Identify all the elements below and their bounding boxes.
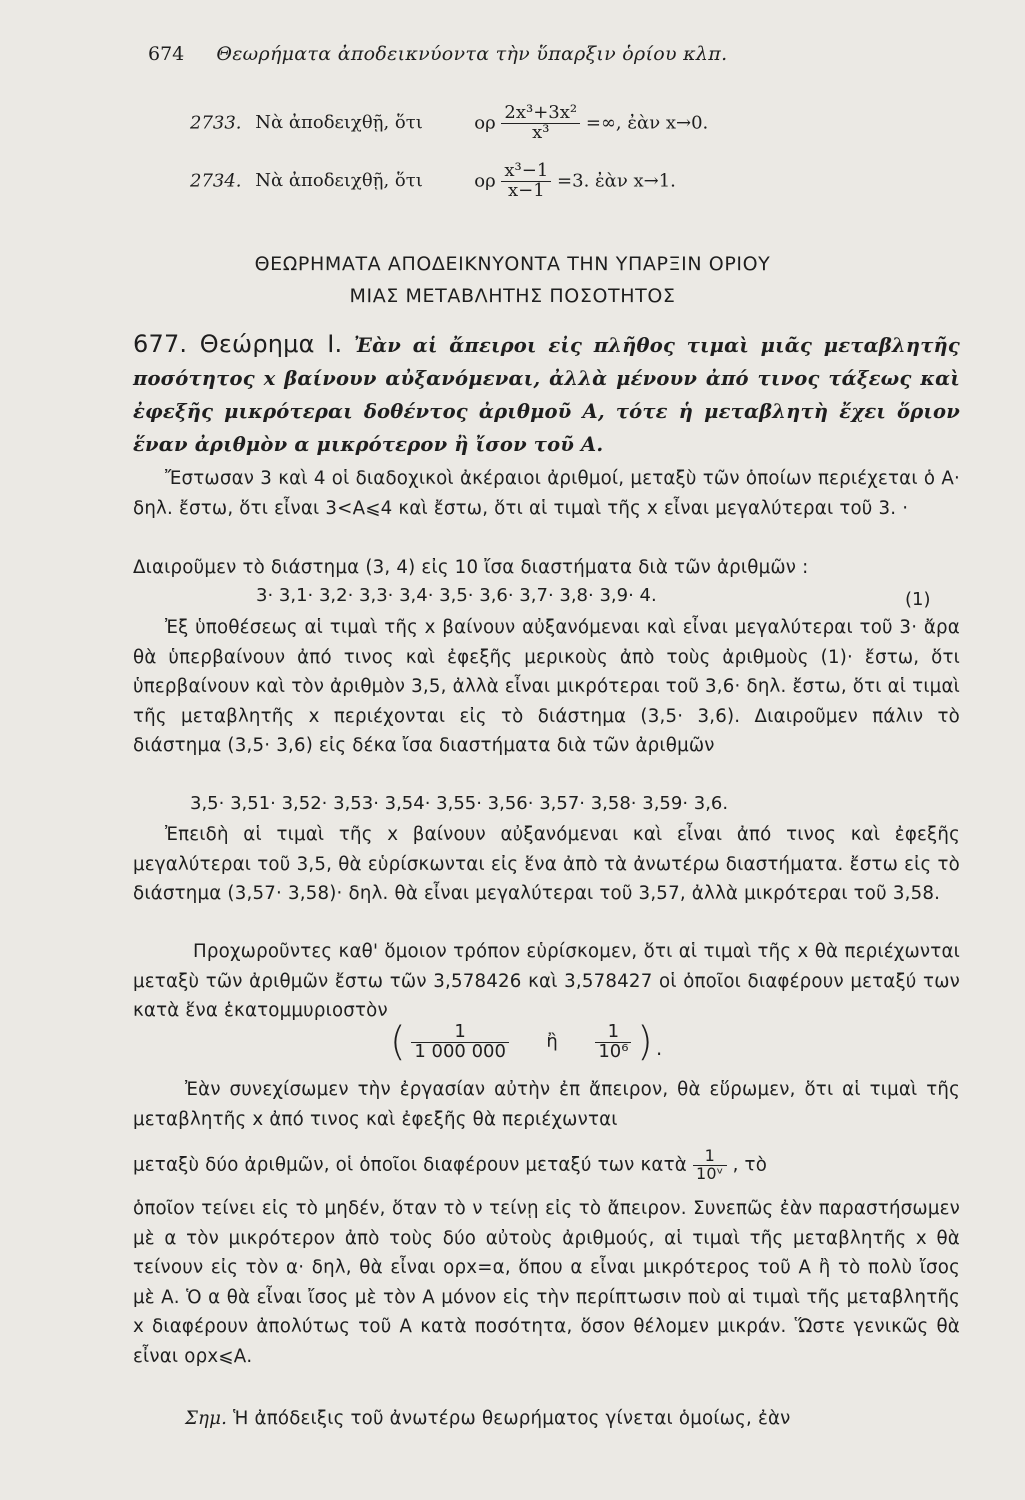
sequence-2: 3,5· 3,51· 3,52· 3,53· 3,54· 3,55· 3,56· 3,57· 3,58· 3,59· 3,6. <box>190 793 729 814</box>
limit-symbol: ορ <box>474 170 496 192</box>
section-title-line2: ΜΙΑΣ ΜΕΤΑΒΛΗΤΗΣ ΠΟΣΟΤΗΤΟΣ <box>349 285 676 307</box>
denominator: 10⁶ <box>598 1040 629 1062</box>
paragraph-3: Ἐξ ὑποθέσεως αἱ τιμαὶ τῆς x βαίνουν αὐξανόμεναι καὶ εἶναι μεγαλύτεραι τοῦ 3· ἄρα θὰ ὑπερβαίνουν ἀπό τινος καὶ ἐφεξῆς μερικοὺς ἀπὸ τοὺς ἀριθμοὺς (1)· ἔστω, ὅτι ὑπερβαίνουν καὶ τὸν ἀριθμὸν 3,5, ἀλλὰ εἶναι μικρότεραι τοῦ 3,6· δηλ. ἔστω, ὅτι αἱ τιμαὶ τῆς μεταβλητῆς x περιέχονται εἰς τὸ διάστημα (3,5· 3,6). Διαιροῦμεν πάλιν τὸ διάστημα (3,5· 3,6) εἰς δέκα ἴσα διαστήματα διὰ τῶν ἀριθμῶν <box>133 617 960 757</box>
numerator: 1 <box>693 1148 727 1166</box>
paragraph-1: Ἔστωσαν 3 καὶ 4 οἱ διαδοχικοὶ ἀκέραιοι ἀριθμοί, μεταξὺ τῶν ὁποίων περιέχεται ὁ Α· δηλ. ἔστω, ὅτι εἶναι 3<Α⩽4 καὶ ἔστω, ὅτι αἱ τιμαὶ τῆς x εἶναι μεγαλύτεραι τοῦ 3. · <box>133 468 960 519</box>
fraction-ten-minus-nu <box>693 1148 727 1183</box>
limit-symbol: ορ <box>474 112 496 134</box>
exercise-text: Νὰ ἀποδειχθῇ, ὅτι <box>255 170 423 192</box>
paragraph-6a: Ἐὰν συνεχίσωμεν τὴν ἐργασίαν αὐτὴν ἐπ ἄπειρον, θὰ εὕρωμεν, ὅτι αἱ τιμαὶ τῆς μεταβλητῆς x ἀπό τινος καὶ ἐφεξῆς θὰ περιέχωνται <box>133 1079 960 1130</box>
paragraph-6c: ὁποῖον τείνει εἰς τὸ μηδέν, ὅταν τὸ ν τείνῃ εἰς τὸ ἄπειρον. Συνεπῶς ἐὰν παραστήσωμεν μὲ α τὸν μικρότερον ἀπὸ τοὺς δύο αὐτοὺς ἀριθμούς, αἱ τιμαὶ τῆς μεταβλητῆς x θὰ τείνουν εἰς τὸν α· δηλ, θὰ εἶναι ορx=α, ὅπου α εἶναι μικρότερος τοῦ Α ἢ τὸ πολὺ ἴσος μὲ Α. Ὁ α θὰ εἶναι ἴσος μὲ τὸν Α μόνον εἰς τὴν περίπτωσιν ποὺ αἱ τιμαὶ τῆς μεταβλητῆς x διαφέρουν ἀπολύτως τοῦ Α κατὰ ποσότητα, ὅσον θέλομεν μικράν. Ὥστε γενικῶς θὰ εἶναι ορx⩽Α. <box>133 1198 960 1367</box>
sequence-1: 3· 3,1· 3,2· 3,3· 3,4· 3,5· 3,6· 3,7· 3,8· 3,9· 4. <box>256 585 657 606</box>
note-label: Σημ. <box>185 1408 228 1429</box>
numerator: x³−1 <box>501 162 551 182</box>
exercise-2734 <box>190 162 676 201</box>
note-paragraph <box>133 1404 960 1434</box>
denominator: x³ <box>532 121 550 143</box>
fraction-one-millionth <box>411 1020 509 1062</box>
or-word: ἢ <box>546 1031 558 1052</box>
theorem-statement: Ἐὰν αἱ ἄπειροι εἰς πλῆθος τιμαὶ μιᾶς μεταβλητῆς ποσότητος x βαίνουν αὐξανόμεναι, ἀλλὰ μένουν ἀπό τινος τάξεως καὶ ἐφεξῆς μικρότεραι δοθέντος ἀριθμοῦ A, τότε ἡ μεταβλητὴ ἔχει ὅριον ἕναν ἀριθμὸν α μικρότερον ἢ ἴσον τοῦ A. <box>133 334 960 456</box>
fraction-ten-minus-six <box>595 1020 631 1062</box>
page-number: 674 <box>148 43 185 65</box>
running-title: Θεωρήματα ἀποδεικνύοντα τὴν ὕπαρξιν ὁρίου κλπ. <box>216 43 728 65</box>
exercise-number: 2733. <box>190 112 242 134</box>
paragraph-4: Ἐπειδὴ αἱ τιμαὶ τῆς x βαίνουν αὐξανόμεναι καὶ εἶναι ἀπό τινος καὶ ἐφεξῆς μεγαλύτεραι τοῦ 3,5, θὰ εὑρίσκωνται εἰς ἕνα ἀπὸ τὰ ἀνωτέρω διαστήματα. ἔστω εἰς τὸ διάστημα (3,57· 3,58)· δηλ. θὰ εἶναι μεγαλύτεραι τοῦ 3,57, ἀλλὰ μικρότεραι τοῦ 3,58. <box>133 824 960 905</box>
paragraph-2: Διαιροῦμεν τὸ διάστημα (3, 4) εἰς 10 ἴσα διαστήματα διὰ τῶν ἀριθμῶν : <box>133 557 809 578</box>
right-paren: ). <box>637 1019 666 1065</box>
theorem-title: 677. Θεώρημα Ι. <box>133 330 343 358</box>
numerator: 1 <box>411 1023 509 1043</box>
denominator: x−1 <box>508 179 545 201</box>
denominator: 10ᵛ <box>695 1163 724 1183</box>
exercise-2733 <box>190 104 708 143</box>
paragraph-5: Προχωροῦντες καθ' ὅμοιον τρόπον εὑρίσκομεν, ὅτι αἱ τιμαὶ τῆς x θὰ περιέχωνται μεταξὺ τῶν ἀριθμῶν ἔστω τῶν 3,578426 καὶ 3,578427 οἱ ὁποῖοι διαφέρουν μεταξύ των κατὰ ἕνα ἑκατομμυριοστὸν <box>133 941 960 1022</box>
theorem-block <box>133 328 960 461</box>
fraction <box>501 104 580 143</box>
note-text: Ἡ ἀπόδειξις τοῦ ἀνωτέρω θεωρήματος γίνεται ὁμοίως, ἐὰν <box>233 1408 791 1429</box>
text: μεταξὺ δύο ἀριθμῶν, οἱ ὁποῖοι διαφέρουν μεταξύ των κατὰ <box>133 1154 687 1176</box>
page-header <box>148 42 727 67</box>
left-paren: ( <box>390 1019 406 1065</box>
equation-tag: (1) <box>905 589 931 610</box>
exercise-rest: =∞, ἐὰν x→0. <box>585 112 709 134</box>
numerator: 2x³+3x² <box>501 104 580 124</box>
exercise-rest: =3. ἐὰν x→1. <box>557 170 676 192</box>
denominator: 1 000 000 <box>414 1040 506 1062</box>
exercise-text: Νὰ ἀποδειχθῇ, ὅτι <box>255 112 423 134</box>
fraction <box>501 162 551 201</box>
fraction-group <box>390 1016 666 1068</box>
paragraph-6b <box>133 1148 960 1183</box>
section-title-line1: ΘΕΩΡΗΜΑΤΑ ΑΠΟΔΕΙΚΝΥΟΝΤΑ ΤΗΝ ΥΠΑΡΞΙΝ ΟΡΙΟΥ <box>254 253 771 275</box>
exercise-number: 2734. <box>190 170 242 192</box>
numerator: 1 <box>595 1023 631 1043</box>
text: , τὸ <box>732 1154 768 1176</box>
